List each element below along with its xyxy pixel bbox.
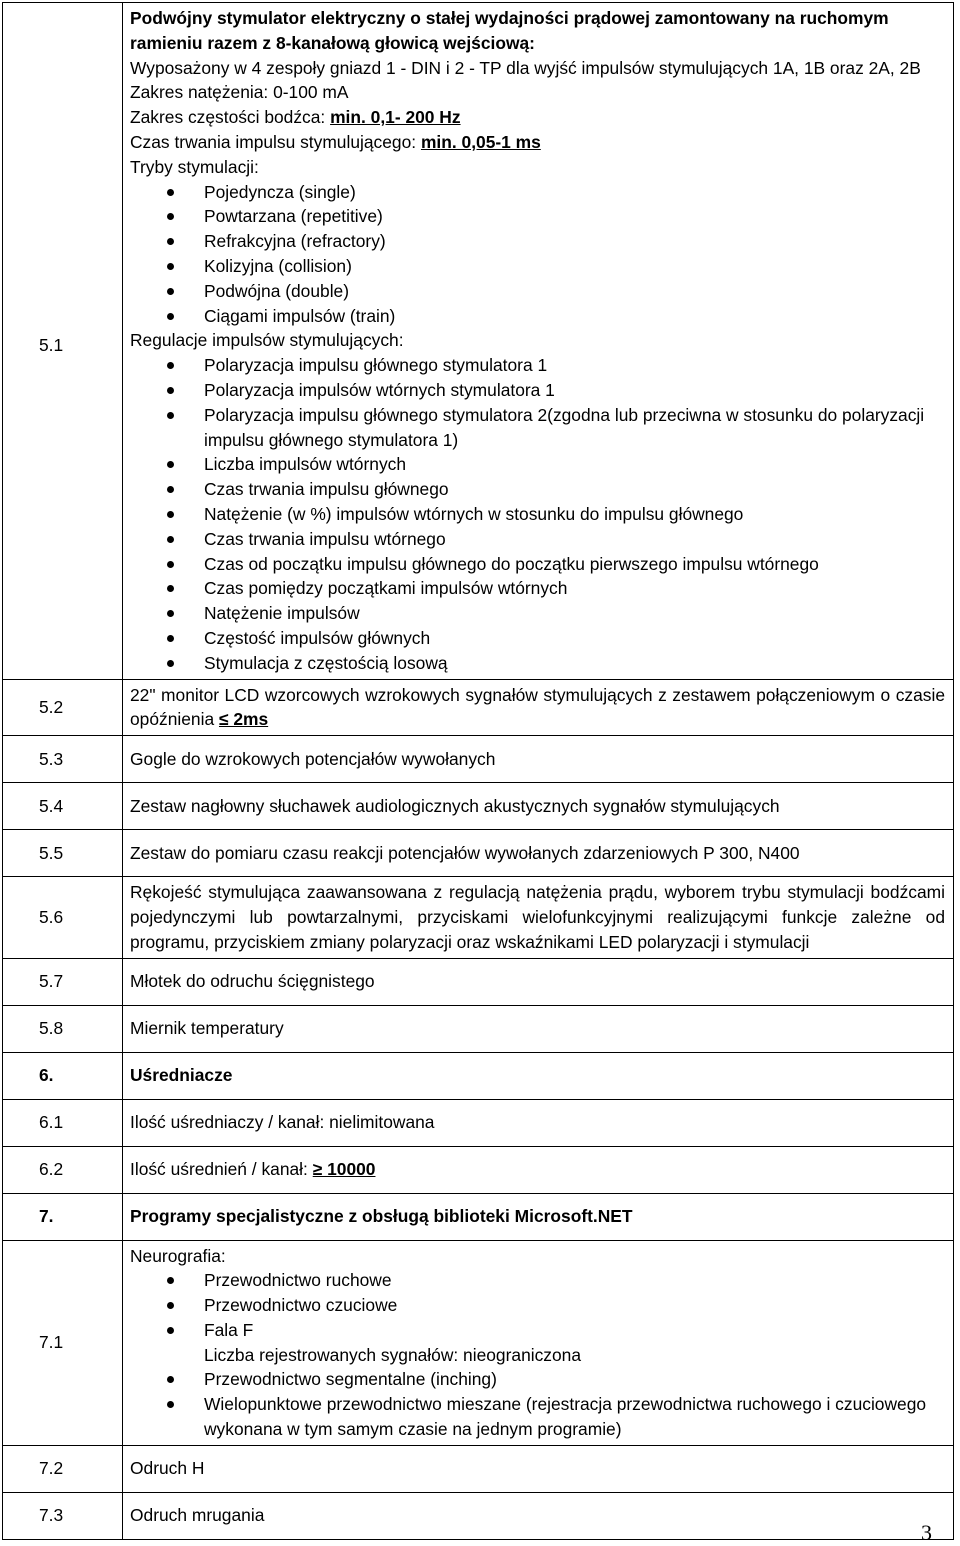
row-description: Odruch H xyxy=(123,1445,954,1492)
row-5-6 xyxy=(3,877,954,958)
row-number: 5.1 xyxy=(3,3,123,680)
list-item: Przewodnictwo segmentalne (inching) xyxy=(130,1367,945,1392)
item-text: Ilość uśrednień / kanał: xyxy=(130,1159,313,1180)
list-item: Polaryzacja impulsu głównego stymulatora 1 xyxy=(130,353,945,378)
row-number: 5.7 xyxy=(3,958,123,1005)
item-line: Zakres natężenia: 0-100 mA xyxy=(130,82,349,103)
row-description: Odruch mrugania xyxy=(123,1492,954,1539)
row-description: Zestaw do pomiaru czasu reakcji potencjałów wywołanych zdarzeniowych P 300, N400 xyxy=(123,830,954,877)
list-item: Czas trwania impulsu wtórnego xyxy=(130,527,945,552)
list-item: Kolizyjna (collision) xyxy=(130,254,945,279)
line-prefix: Zakres częstości bodźca: xyxy=(130,107,331,128)
list-item: Przewodnictwo ruchowe xyxy=(130,1268,945,1293)
row-number: 5.6 xyxy=(3,877,123,958)
row-number: 5.2 xyxy=(3,679,123,736)
row-7 xyxy=(3,1193,954,1240)
list-item: Liczba rejestrowanych sygnałów: nieograniczona xyxy=(204,1344,582,1365)
list-item: Wielopunktowe przewodnictwo mieszane (rejestracja przewodnictwa ruchowego i czuciowego wykonana w tym samym czasie na jednym programie) xyxy=(130,1392,945,1442)
row-description xyxy=(123,679,954,736)
list-item: Pojedyncza (single) xyxy=(130,180,945,205)
list-item: Podwójna (double) xyxy=(130,279,945,304)
row-number: 5.3 xyxy=(3,736,123,783)
row-description: Ilość uśredniaczy / kanał: nielimitowana xyxy=(123,1099,954,1146)
row-number: 6.1 xyxy=(3,1099,123,1146)
row-description xyxy=(123,3,954,680)
row-description: Gogle do wzrokowych potencjałów wywołanych xyxy=(123,736,954,783)
list-item: Stymulacja z częstością losową xyxy=(130,651,945,676)
row-number: 5.5 xyxy=(3,830,123,877)
row-7-1 xyxy=(3,1240,954,1445)
stimulation-modes-list xyxy=(130,180,945,329)
neurography-list xyxy=(130,1268,945,1442)
row-number: 6.2 xyxy=(3,1146,123,1193)
required-value: min. 0,05-1 ms xyxy=(420,131,541,152)
row-description: Zestaw nagłowny słuchawek audiologicznych akustycznych sygnałów stymulujących xyxy=(123,783,954,830)
section-heading: Uśredniacze xyxy=(123,1052,954,1099)
list-item: Powtarzana (repetitive) xyxy=(130,204,945,229)
required-value: ≥ 10000 xyxy=(312,1159,376,1180)
row-6 xyxy=(3,1052,954,1099)
list-item: Częstość impulsów głównych xyxy=(130,626,945,651)
row-6-1 xyxy=(3,1099,954,1146)
row-5-1 xyxy=(3,3,954,680)
item-line: Wyposażony w 4 zespoły gniazd 1 - DIN i 2 - TP dla wyjść impulsów stymulujących 1A, 1B oraz 2A, 2B xyxy=(130,57,921,78)
row-description xyxy=(123,1240,954,1445)
list-item: Ciągami impulsów (train) xyxy=(130,304,945,329)
list-item: Polaryzacja impulsu głównego stymulatora 2(zgodna lub przeciwna w stosunku do polaryzacji impulsu głównego stymulatora 1) xyxy=(130,403,945,453)
row-7-3 xyxy=(3,1492,954,1539)
required-value: ≤ 2ms xyxy=(218,709,269,730)
item-title: Podwójny stymulator elektryczny o stałej wydajności prądowej zamontowany na ruchomym ramieniu razem z 8-kanałową głowicą wejściową: xyxy=(130,8,889,53)
page-number: 3 xyxy=(921,1520,932,1545)
list-item: Czas trwania impulsu głównego xyxy=(130,477,945,502)
pulse-regulations-list xyxy=(130,353,945,675)
list-item: Refrakcyjna (refractory) xyxy=(130,229,945,254)
list-item: Natężenie (w %) impulsów wtórnych w stosunku do impulsu głównego xyxy=(130,502,945,527)
list-item: Czas od początku impulsu głównego do początku pierwszego impulsu wtórnego xyxy=(130,552,945,577)
row-5-3 xyxy=(3,736,954,783)
list-item: Natężenie impulsów xyxy=(130,601,945,626)
item-text: 22" monitor LCD wzorcowych wzrokowych sygnałów stymulujących z zestawem połączeniowym o czasie opóźnienia xyxy=(130,684,945,730)
item-line xyxy=(130,105,945,130)
list-item: Polaryzacja impulsów wtórnych stymulatora 1 xyxy=(130,378,945,403)
list-item: Czas pomiędzy początkami impulsów wtórnych xyxy=(130,576,945,601)
item-line xyxy=(130,130,945,155)
list-label: Regulacje impulsów stymulujących: xyxy=(130,330,404,351)
list-item: Fala F xyxy=(130,1318,945,1343)
row-7-2 xyxy=(3,1445,954,1492)
row-5-2 xyxy=(3,679,954,736)
row-number: 5.8 xyxy=(3,1005,123,1052)
row-number: 7.2 xyxy=(3,1445,123,1492)
row-number: 7.3 xyxy=(3,1492,123,1539)
row-number: 7. xyxy=(3,1193,123,1240)
row-5-8 xyxy=(3,1005,954,1052)
list-item: Liczba impulsów wtórnych xyxy=(130,452,945,477)
row-5-7 xyxy=(3,958,954,1005)
list-label: Tryby stymulacji: xyxy=(130,156,259,177)
row-description: Miernik temperatury xyxy=(123,1005,954,1052)
section-heading: Programy specjalistyczne z obsługą biblioteki Microsoft.NET xyxy=(123,1193,954,1240)
row-5-4 xyxy=(3,783,954,830)
row-description: Młotek do odruchu ścięgnistego xyxy=(123,958,954,1005)
row-description xyxy=(123,1146,954,1193)
required-value: min. 0,1- 200 Hz xyxy=(330,107,461,128)
row-number: 5.4 xyxy=(3,783,123,830)
row-description: Rękojeść stymulująca zaawansowana z regulacją natężenia prądu, wyborem trybu stymulacji bodźcami pojedynczymi lub powtarzalnymi, przyciskami wielofunkcyjnymi realizującymi funkcje zależne od programu, przyciskiem zmiany polaryzacji oraz wskaźnikami LED polaryzacji i stymulacji xyxy=(123,877,954,958)
row-6-2 xyxy=(3,1146,954,1193)
row-number: 7.1 xyxy=(3,1240,123,1445)
line-prefix: Czas trwania impulsu stymulującego: xyxy=(130,131,421,152)
specification-table xyxy=(2,2,954,1540)
row-5-5 xyxy=(3,830,954,877)
list-label: Neurografia: xyxy=(130,1245,226,1266)
list-item: Przewodnictwo czuciowe xyxy=(130,1293,945,1318)
row-number: 6. xyxy=(3,1052,123,1099)
